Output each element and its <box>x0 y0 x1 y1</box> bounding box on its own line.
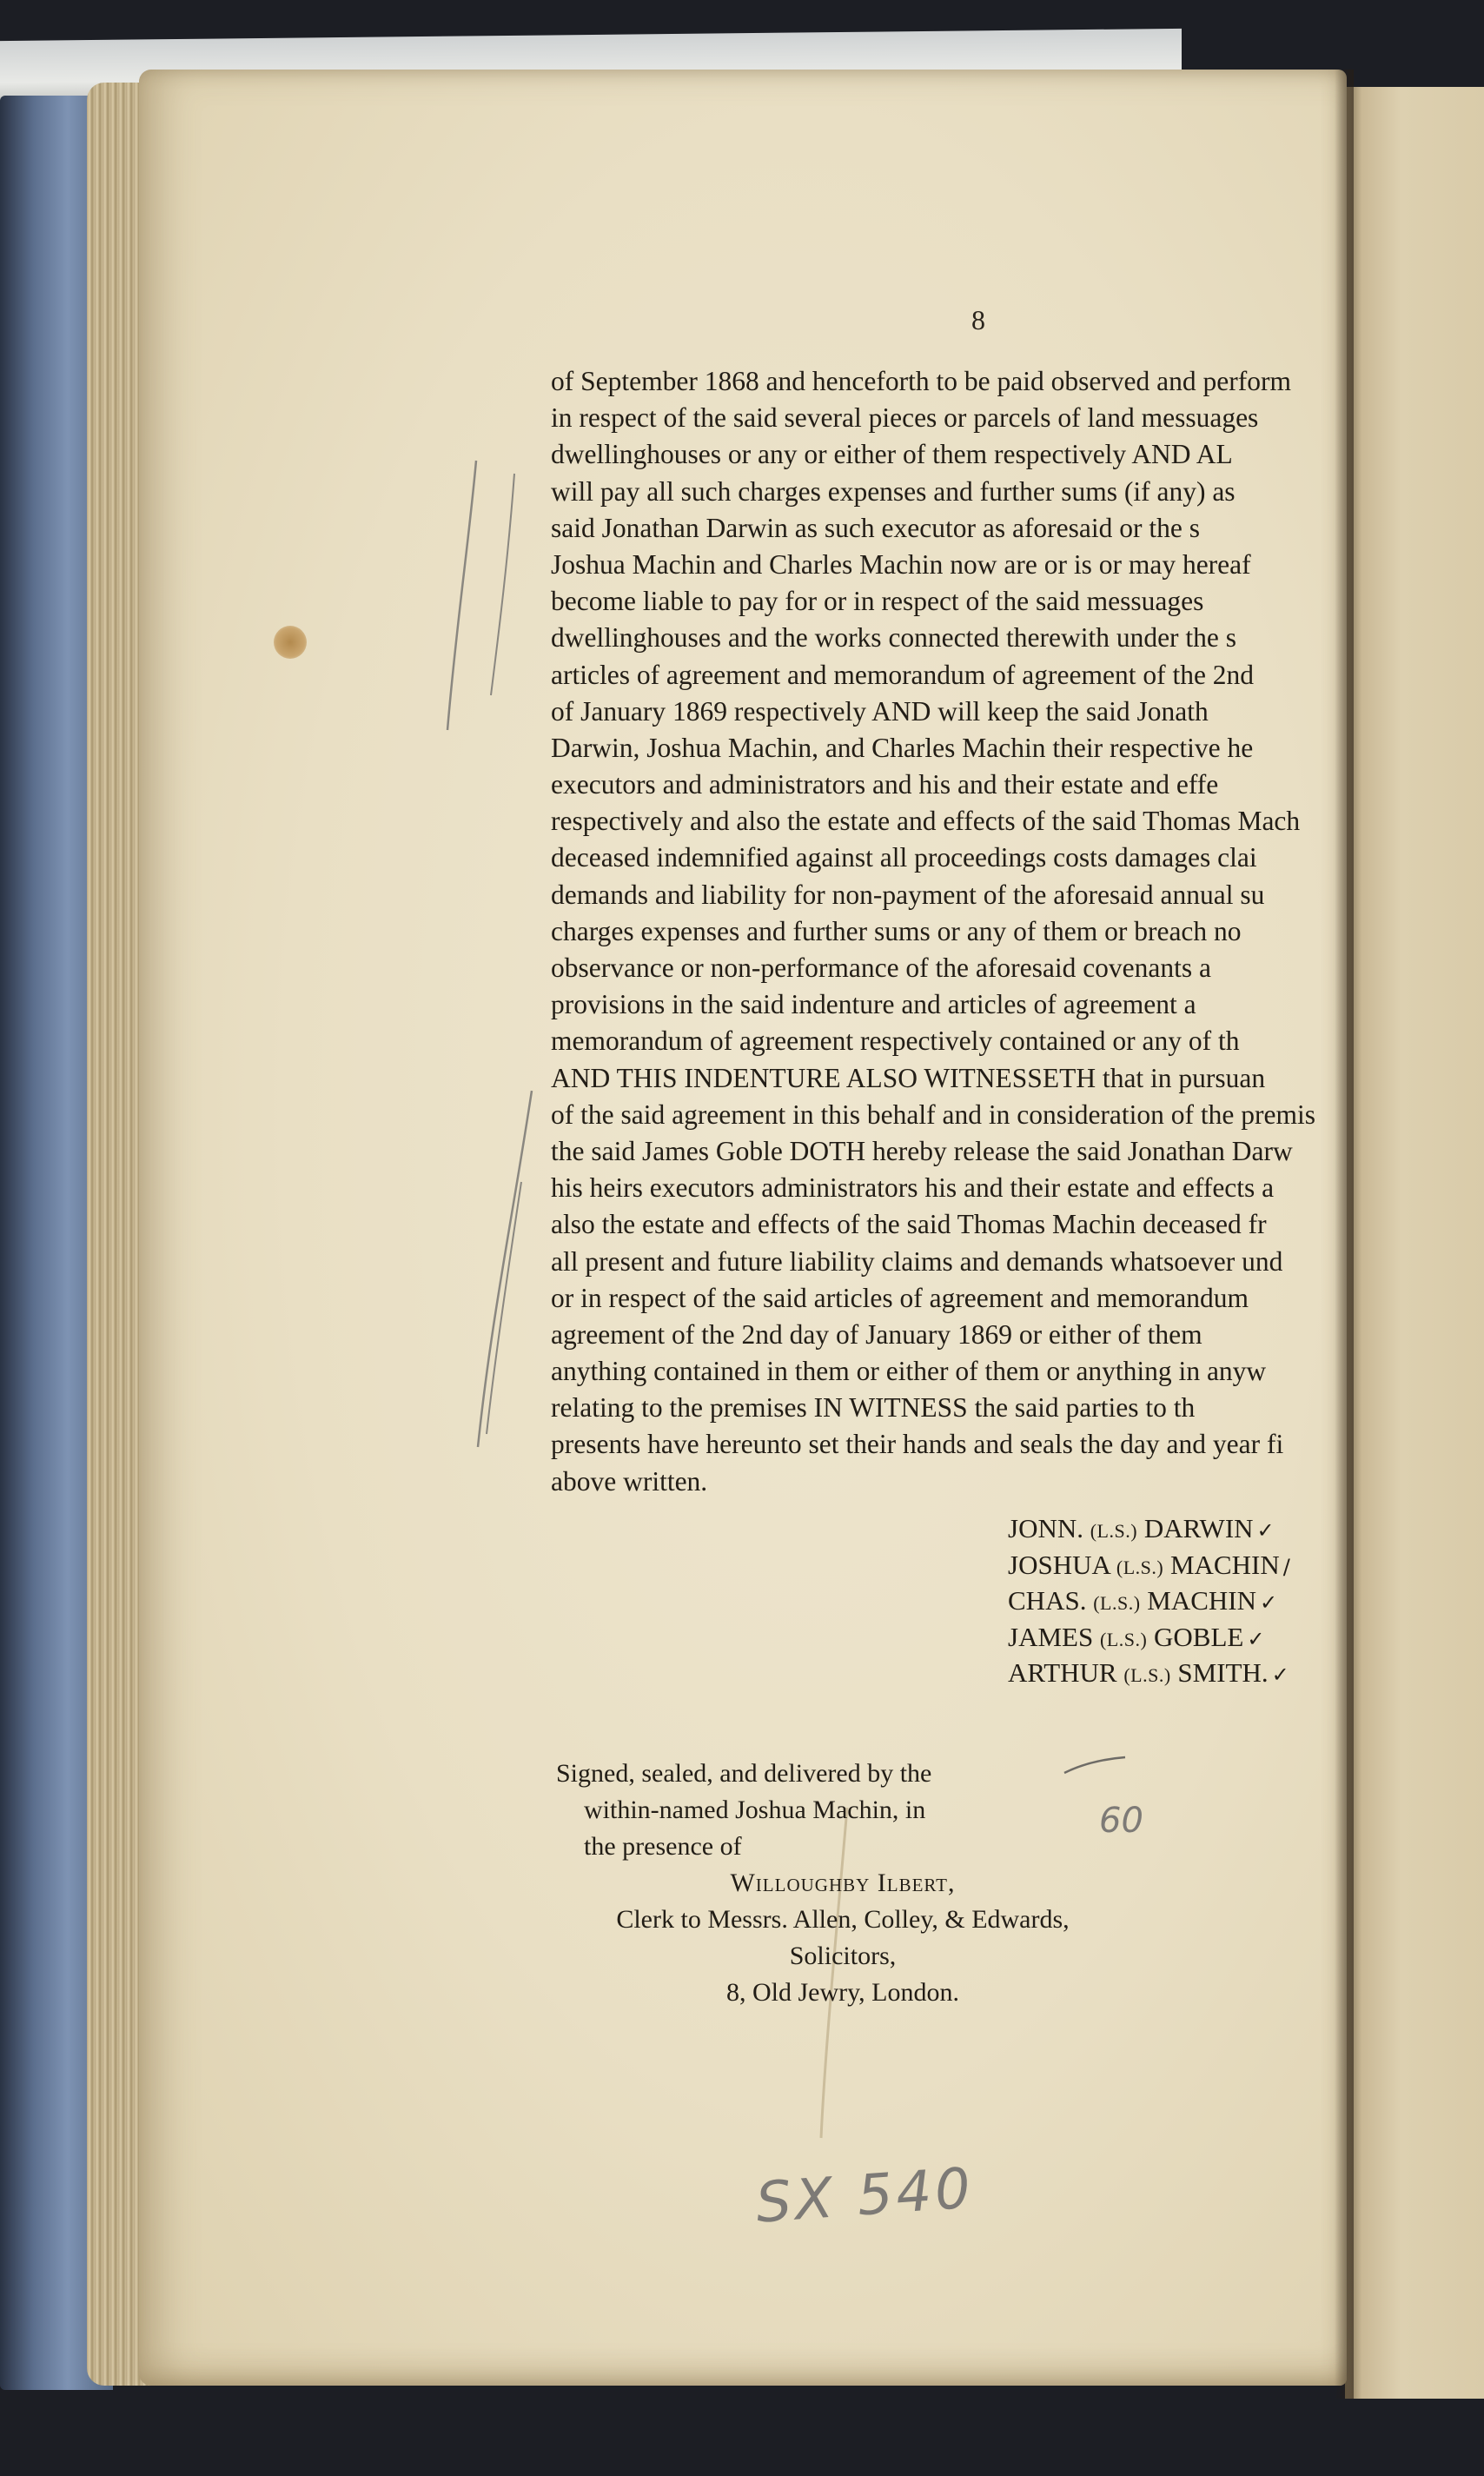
signature-row <box>1008 1655 1290 1691</box>
witness-name: Willoughby Ilbert, <box>730 1869 956 1897</box>
body-line: dwellinghouses or any or either of them respectively AND AL <box>551 439 1233 470</box>
pencil-reference-annotation: SX 540 <box>753 2156 977 2236</box>
body-line: of January 1869 respectively AND will keep the said Jonath <box>551 695 1209 727</box>
check-mark: ✓ <box>1247 1626 1265 1651</box>
body-line: will pay all such charges expenses and further sums (if any) as <box>551 475 1236 507</box>
signatory-first-name: JONN. <box>1008 1513 1083 1543</box>
signature-row <box>1008 1510 1290 1547</box>
seal-mark: (L.S.) <box>1090 1520 1138 1542</box>
signatory-first-name: JOSHUA <box>1008 1549 1110 1580</box>
body-line: AND THIS INDENTURE ALSO WITNESSETH that in pursuan <box>551 1062 1266 1093</box>
attestation-line-1: Signed, sealed, and delivered by the <box>556 1759 932 1788</box>
body-line: demands and liability for non-payment of the aforesaid annual su <box>551 879 1265 910</box>
body-line: anything contained in them or either of them or anything in anyw <box>551 1356 1267 1387</box>
body-line: above written. <box>551 1465 708 1497</box>
check-mark: ✓ <box>1271 1663 1289 1687</box>
body-line: dwellinghouses and the works connected therewith under the s <box>551 622 1237 654</box>
attestation-line-3: the presence of <box>584 1832 742 1861</box>
foxing-stain <box>274 626 307 659</box>
body-line: respectively and also the estate and effects of the said Thomas Mach <box>551 806 1301 837</box>
signature-block <box>1008 1510 1290 1691</box>
body-line: articles of agreement and memorandum of agreement of the 2nd <box>551 659 1255 690</box>
body-line: Darwin, Joshua Machin, and Charles Machin their respective he <box>551 732 1254 763</box>
body-line: his heirs executors administrators his and their estate and effects a <box>551 1172 1275 1204</box>
attestation-line-2: within-named Joshua Machin, in <box>584 1796 926 1824</box>
body-line: presents have hereunto set their hands and seals the day and year fi <box>551 1429 1284 1460</box>
pencil-number-annotation: 60 <box>1099 1801 1143 1841</box>
body-line: Joshua Machin and Charles Machin now are or is or may hereaf <box>551 548 1251 580</box>
indenture-body-text <box>551 363 1372 1500</box>
body-line: of the said agreement in this behalf and in consideration of the premis <box>551 1099 1315 1130</box>
body-line: also the estate and effects of the said Thomas Machin deceased fr <box>551 1209 1267 1240</box>
signature-row <box>1008 1619 1290 1656</box>
signatory-surname: GOBLE <box>1154 1621 1244 1652</box>
body-line: in respect of the said several pieces or parcels of land messuages <box>551 402 1259 434</box>
body-line: memorandum of agreement respectively contained or any of th <box>551 1026 1240 1057</box>
signatory-surname: DARWIN <box>1143 1513 1254 1543</box>
attestation-clause <box>556 1756 931 1865</box>
seal-mark: (L.S.) <box>1099 1628 1148 1650</box>
witness-title: Solicitors, <box>789 1942 897 1970</box>
body-line: observance or non-performance of the aforesaid covenants a <box>551 953 1212 983</box>
signatory-surname: MACHIN <box>1169 1549 1280 1580</box>
check-mark: ✓ <box>1256 1518 1275 1543</box>
body-line: executors and administrators and his and their estate and effe <box>551 769 1219 800</box>
body-line: provisions in the said indenture and articles of agreement a <box>551 989 1196 1020</box>
body-line: all present and future liability claims and demands whatsoever und <box>551 1245 1283 1277</box>
body-line: said Jonathan Darwin as such executor as aforesaid or the s <box>551 512 1201 543</box>
seal-mark: (L.S.) <box>1093 1592 1141 1614</box>
witness-details <box>556 1865 1130 2011</box>
body-line: the said James Goble DOTH hereby release the said Jonathan Darw <box>551 1135 1293 1166</box>
signatory-surname: SMITH. <box>1177 1657 1269 1688</box>
body-line: agreement of the 2nd day of January 1869 or either of them <box>551 1318 1202 1350</box>
body-line: of September 1868 and henceforth to be paid observed and perform <box>551 366 1291 396</box>
body-line: become liable to pay for or in respect of the said messuages <box>551 586 1204 617</box>
body-line: deceased indemnified against all proceedings costs damages clai <box>551 842 1257 873</box>
signatory-first-name: JAMES <box>1008 1621 1094 1652</box>
body-line: charges expenses and further sums or any of them or breach no <box>551 915 1242 946</box>
seal-mark: (L.S.) <box>1116 1556 1164 1578</box>
signatory-surname: MACHIN <box>1147 1585 1257 1616</box>
page-number: 8 <box>971 304 985 335</box>
signature-row <box>1008 1583 1290 1619</box>
signatory-first-name: CHAS. <box>1008 1585 1087 1616</box>
signatory-first-name: ARTHUR <box>1008 1657 1117 1688</box>
signature-row <box>1008 1547 1290 1583</box>
witness-address: 8, Old Jewry, London. <box>725 1978 960 2007</box>
body-line: or in respect of the said articles of agreement and memorandum <box>551 1282 1249 1313</box>
seal-mark: (L.S.) <box>1123 1664 1171 1686</box>
body-line: relating to the premises IN WITNESS the said parties to th <box>551 1392 1196 1424</box>
witness-role: Clerk to Messrs. Allen, Colley, & Edwards, <box>616 1905 1070 1934</box>
check-mark: / <box>1282 1554 1290 1579</box>
check-mark: ✓ <box>1260 1590 1278 1615</box>
